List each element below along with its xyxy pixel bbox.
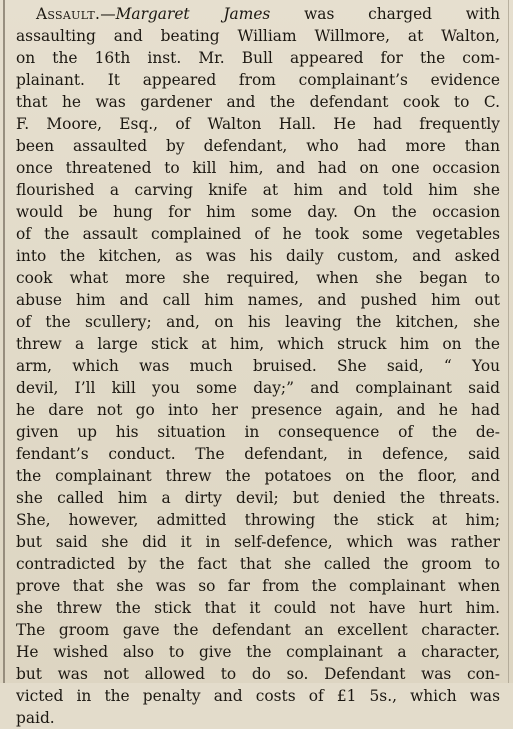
article-line: He wished also to give the complainant a character, (16, 643, 500, 661)
line-1-rest: was charged with (270, 5, 500, 23)
article-line: once threatened to kill him, and had on one occasion (16, 159, 500, 177)
article-line: the complainant threw the potatoes on the floor, and (16, 467, 500, 485)
article-line: into the kitchen, as was his daily custom, and asked (16, 247, 500, 265)
article-line: arm, which was much bruised. She said, “ You (16, 357, 500, 375)
article-line: She, however, admitted throwing the stick at him; (16, 511, 500, 529)
article-heading: Assault. (36, 5, 101, 23)
article-line: but said she did it in self-defence, which was rather (16, 533, 500, 551)
article-line: flourished a carving knife at him and told him she (16, 181, 500, 199)
article-line: on the 16th inst. Mr. Bull appeared for the com- (16, 49, 500, 67)
article-line: plainant. It appeared from complainant’s evidence (16, 71, 500, 89)
article-line: been assaulted by defendant, who had more than (16, 137, 500, 155)
article-body (16, 3, 500, 729)
article-line: assaulting and beating William Willmore, at Walton, (16, 27, 500, 45)
article-line: threw a large stick at him, which struck him on the (16, 335, 500, 353)
article-line-1 (16, 3, 500, 25)
article-line: prove that she was so far from the complainant when (16, 577, 500, 595)
article-line: she called him a dirty devil; but denied the threats. (16, 489, 500, 507)
article-line: The groom gave the defendant an excellent character. (16, 621, 500, 639)
article-line: of the assault complained of he took some vegetables (16, 225, 500, 243)
heading-dash: — (100, 5, 116, 23)
article-line: he dare not go into her presence again, and he had (16, 401, 500, 419)
article-line: would be hung for him some day. On the occasion (16, 203, 500, 221)
column-rule-right (508, 0, 509, 683)
article-line: she threw the stick that it could not have hurt him. (16, 599, 500, 617)
article-line: victed in the penalty and costs of £1 5s., which was (16, 687, 500, 705)
article-line: abuse him and call him names, and pushed him out (16, 291, 500, 309)
article-line: paid. (16, 709, 55, 727)
article-line: fendant’s conduct. The defendant, in defence, said (16, 445, 500, 463)
article-line: of the scullery; and, on his leaving the kitchen, she (16, 313, 500, 331)
article-line: cook what more she required, when she began to (16, 269, 500, 287)
defendant-name: Margaret James (115, 5, 271, 23)
article-line: devil, I’ll kill you some day;” and complainant said (16, 379, 500, 397)
article-line: given up his situation in consequence of the de- (16, 423, 500, 441)
column-rule-left (3, 0, 5, 683)
article-line: F. Moore, Esq., of Walton Hall. He had frequently (16, 115, 500, 133)
article-line: that he was gardener and the defendant cook to C. (16, 93, 500, 111)
article-line: but was not allowed to do so. Defendant was con- (16, 665, 500, 683)
article-line: contradicted by the fact that she called the groom to (16, 555, 500, 573)
